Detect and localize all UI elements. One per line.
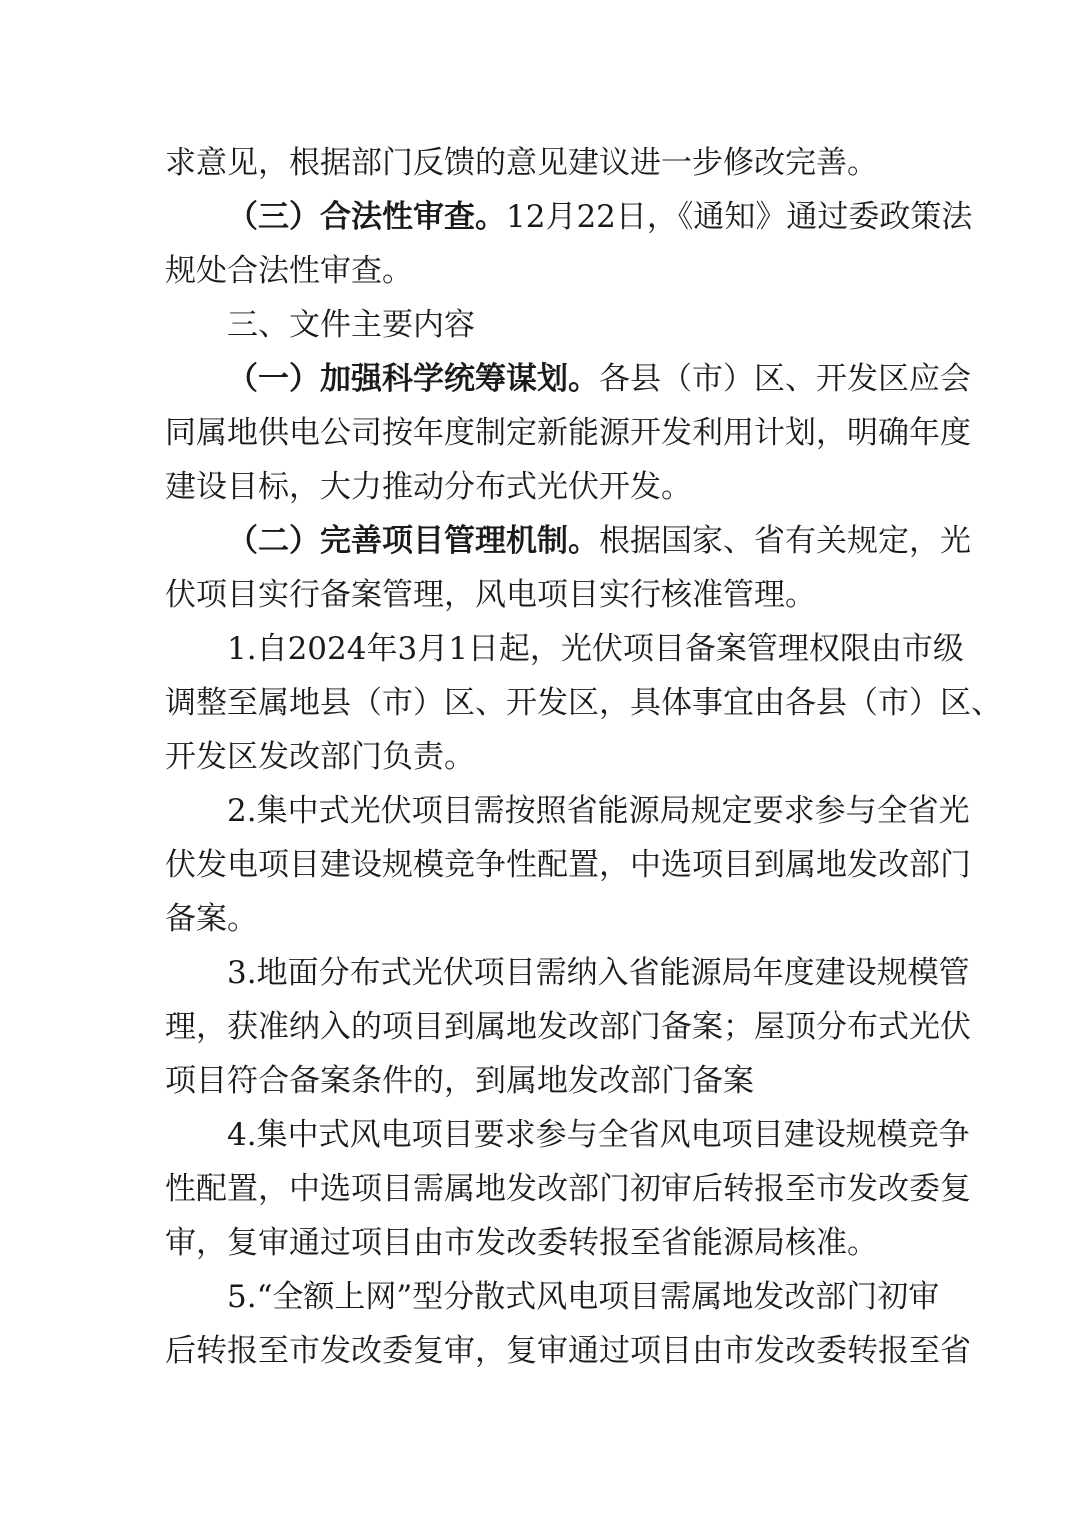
paragraph-line bbox=[165, 143, 917, 183]
line-text: 调整至属地县（市）区、开发区，具体事宜由各县（市）区、 bbox=[165, 685, 1002, 721]
paragraph-line bbox=[227, 629, 964, 669]
paragraph-line bbox=[165, 737, 917, 777]
line-text: 项目符合备案条件的，到属地发改部门备案 bbox=[165, 1063, 754, 1099]
paragraph-line bbox=[165, 683, 1002, 723]
line-text: 2.集中式光伏项目需按照省能源局规定要求参与全省光 bbox=[227, 793, 970, 829]
line-text: 性配置，中选项目需属地发改部门初审后转报至市发改委复 bbox=[165, 1171, 971, 1207]
paragraph-line bbox=[227, 521, 971, 561]
line-text: 12月22日，《通知》通过委政策法 bbox=[506, 199, 973, 235]
line-text: 伏发电项目建设规模竞争性配置，中选项目到属地发改部门 bbox=[165, 847, 971, 883]
line-text: 建设目标，大力推动分布式光伏开发。 bbox=[165, 469, 692, 505]
section-heading: （三）合法性审查。 bbox=[227, 199, 506, 235]
line-text: 规处合法性审查。 bbox=[165, 253, 413, 289]
line-text: 审，复审通过项目由市发改委转报至省能源局核准。 bbox=[165, 1225, 878, 1261]
paragraph-line bbox=[165, 845, 971, 885]
paragraph-line bbox=[227, 1277, 940, 1317]
paragraph-line bbox=[165, 1061, 917, 1101]
section-title bbox=[227, 305, 917, 345]
paragraph-line bbox=[165, 1169, 971, 1209]
line-text: 求意见，根据部门反馈的意见建议进一步修改完善。 bbox=[165, 145, 878, 181]
paragraph-line bbox=[227, 1115, 970, 1155]
paragraph-line bbox=[165, 1331, 971, 1371]
line-text: 备案。 bbox=[165, 901, 258, 937]
paragraph-line bbox=[165, 467, 917, 507]
line-text: 开发区发改部门负责。 bbox=[165, 739, 475, 775]
section-heading: （二）完善项目管理机制。 bbox=[227, 523, 599, 559]
paragraph-line bbox=[165, 413, 971, 453]
paragraph-line bbox=[227, 953, 970, 993]
paragraph-line bbox=[165, 899, 917, 939]
line-text: 1.自2024年3月1日起，光伏项目备案管理权限由市级 bbox=[227, 631, 964, 667]
line-text: 伏项目实行备案管理，风电项目实行核准管理。 bbox=[165, 577, 816, 613]
line-text: 5.“全额上网”型分散式风电项目需属地发改部门初审 bbox=[227, 1279, 940, 1315]
paragraph-line bbox=[227, 791, 970, 831]
line-text: 根据国家、省有关规定，光 bbox=[599, 523, 971, 559]
section-heading: （一）加强科学统筹谋划。 bbox=[227, 361, 599, 397]
line-text: 4.集中式风电项目要求参与全省风电项目建设规模竞争 bbox=[227, 1117, 970, 1153]
line-text: 同属地供电公司按年度制定新能源开发利用计划，明确年度 bbox=[165, 415, 971, 451]
paragraph-line bbox=[227, 197, 973, 237]
paragraph-line bbox=[165, 575, 917, 615]
line-text: 后转报至市发改委复审，复审通过项目由市发改委转报至省 bbox=[165, 1333, 971, 1369]
paragraph-line bbox=[165, 1223, 917, 1263]
paragraph-line bbox=[227, 359, 971, 399]
line-text: 各县（市）区、开发区应会 bbox=[599, 361, 971, 397]
line-text: 3.地面分布式光伏项目需纳入省能源局年度建设规模管 bbox=[227, 955, 970, 991]
paragraph-line bbox=[165, 1007, 971, 1047]
line-text: 三、文件主要内容 bbox=[227, 307, 475, 343]
line-text: 理，获准纳入的项目到属地发改部门备案；屋顶分布式光伏 bbox=[165, 1009, 971, 1045]
paragraph-line bbox=[165, 251, 917, 291]
